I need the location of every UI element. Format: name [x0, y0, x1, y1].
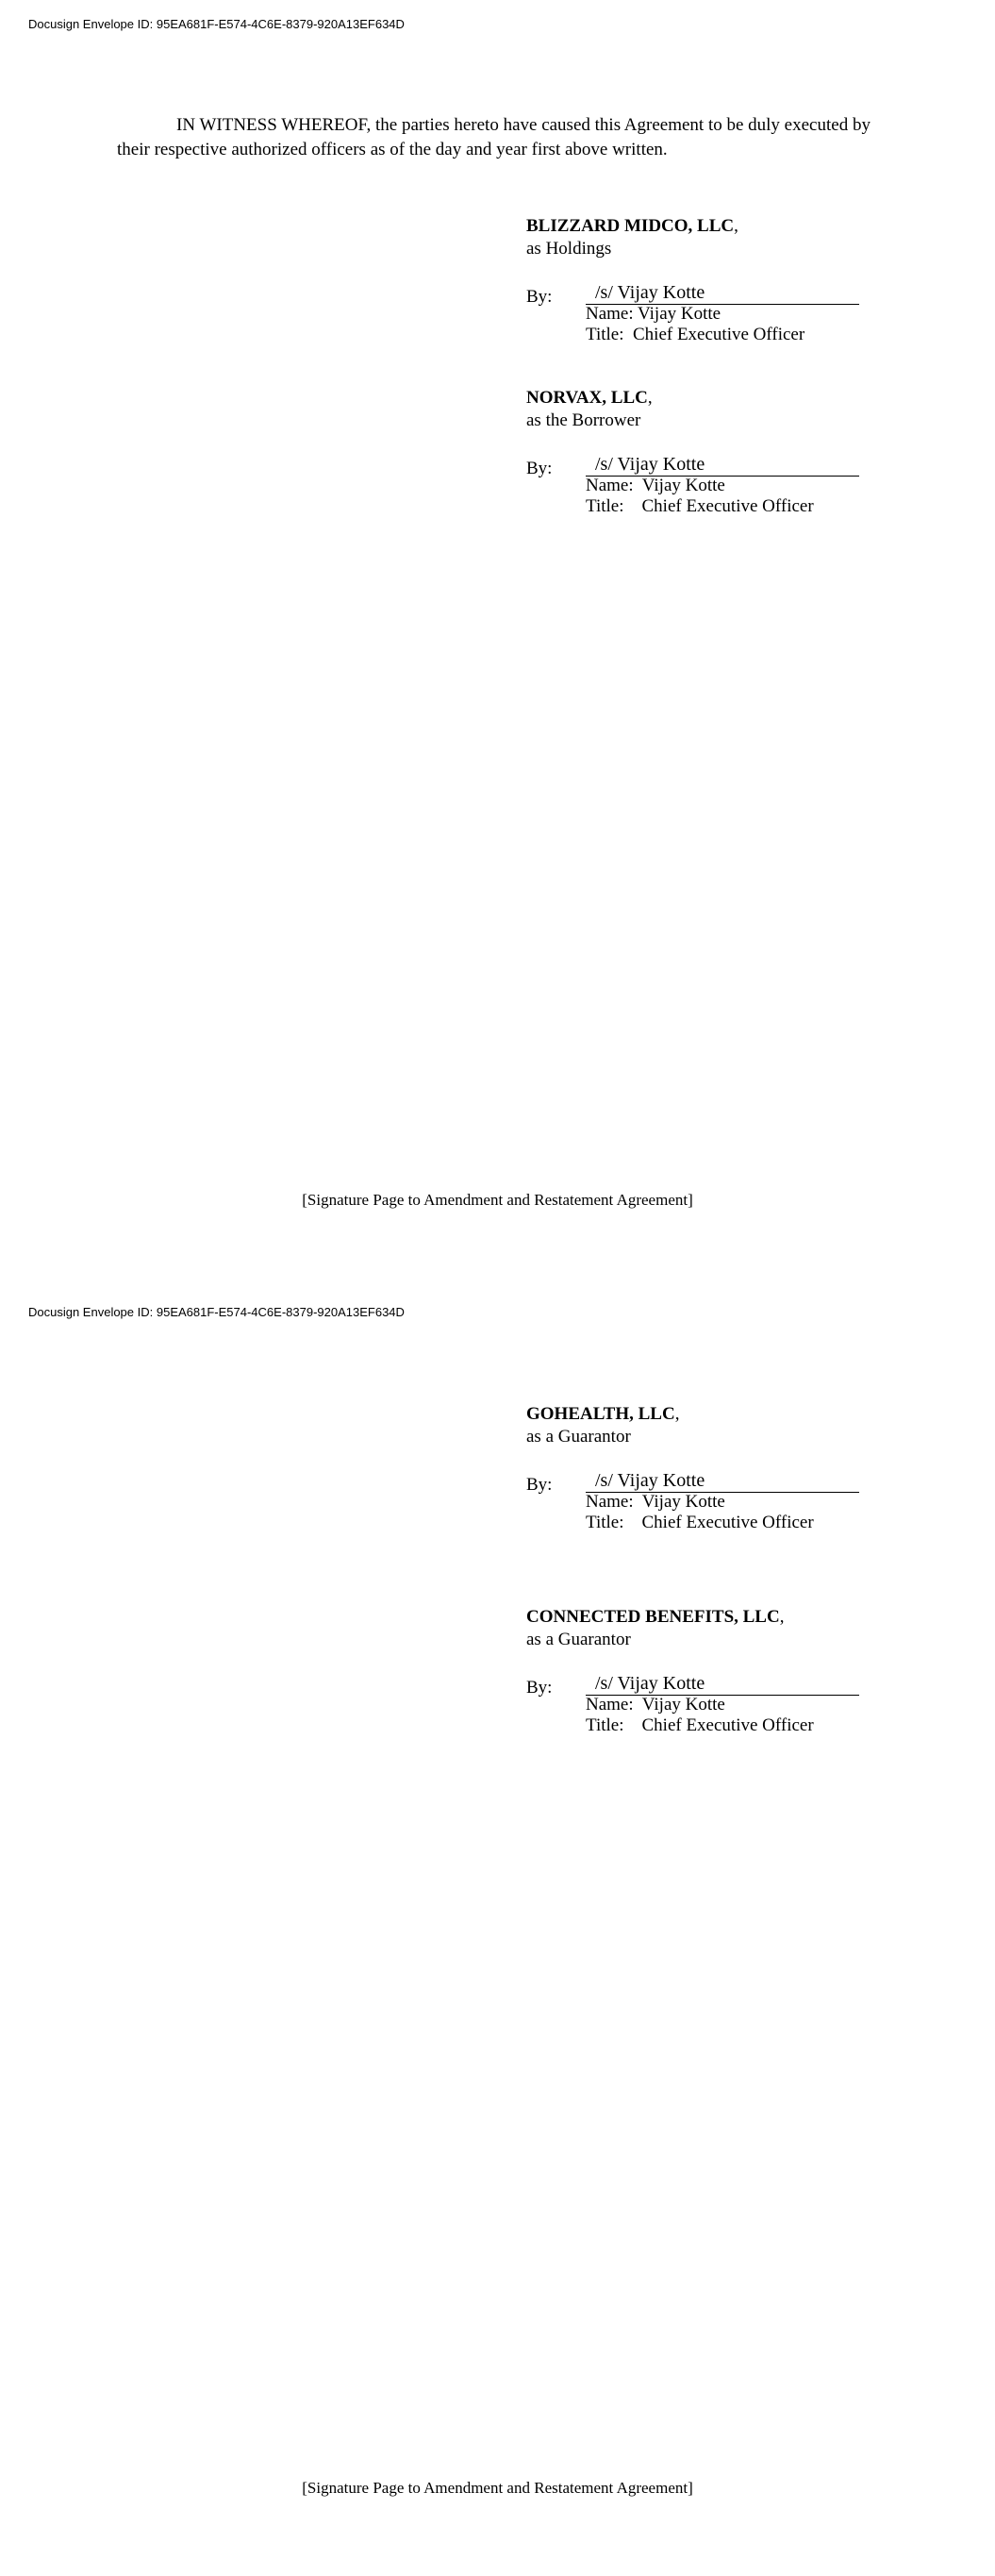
entity-suffix: , [734, 216, 738, 236]
entity-name: GOHEALTH, LLC [526, 1404, 675, 1424]
signatory-name: Name: Vijay Kotte [586, 476, 725, 495]
signature-block-blizzard [526, 215, 922, 345]
signature-text: /s/ Vijay Kotte [595, 454, 705, 475]
by-label: By: [526, 459, 553, 478]
entity-heading [526, 215, 922, 238]
entity-heading [526, 387, 922, 410]
signatory-title: Title: Chief Executive Officer [586, 325, 805, 344]
signature-text: /s/ Vijay Kotte [595, 1673, 705, 1694]
signatory-name: Name: Vijay Kotte [586, 304, 721, 324]
page-footer: [Signature Page to Amendment and Restatement Agreement] [302, 1191, 693, 1209]
signatory-name: Name: Vijay Kotte [586, 1492, 725, 1512]
envelope-id: Docusign Envelope ID: 95EA681F-E574-4C6E-8379-920A13EF634D [28, 1305, 405, 1319]
page-2 [0, 1288, 995, 2576]
signature-block-norvax [526, 387, 922, 517]
signature-line [586, 1469, 859, 1493]
signature-line [586, 453, 859, 477]
entity-heading [526, 1606, 922, 1629]
signature-text: /s/ Vijay Kotte [595, 1470, 705, 1491]
entity-suffix: , [647, 388, 653, 408]
signature-block-gohealth [526, 1403, 922, 1533]
signatory-title: Title: Chief Executive Officer [586, 1513, 814, 1532]
entity-role: as a Guarantor [526, 1427, 631, 1447]
entity-suffix: , [674, 1404, 680, 1424]
envelope-id: Docusign Envelope ID: 95EA681F-E574-4C6E-8379-920A13EF634D [28, 17, 405, 31]
entity-name: NORVAX, LLC [526, 388, 648, 408]
signature-row [526, 453, 922, 476]
witness-paragraph: IN WITNESS WHEREOF, the parties hereto have caused this Agreement to be duly executed by their respective authorized officers as of the day and year first above written. [117, 115, 871, 159]
entity-suffix: , [779, 1607, 785, 1627]
signatory-title: Title: Chief Executive Officer [586, 1715, 814, 1735]
signature-row [526, 1672, 922, 1698]
signature-row [526, 281, 922, 307]
signature-block-connected-benefits [526, 1606, 922, 1736]
entity-role: as the Borrower [526, 410, 641, 430]
entity-name: BLIZZARD MIDCO, LLC [526, 216, 735, 236]
signature-line [586, 1672, 859, 1696]
signatory-name: Name: Vijay Kotte [586, 1695, 725, 1715]
signatory-title: Title: Chief Executive Officer [586, 496, 814, 516]
entity-role: as Holdings [526, 239, 612, 259]
entity-heading [526, 1403, 922, 1426]
entity-name: CONNECTED BENEFITS, LLC [526, 1607, 780, 1627]
signature-text: /s/ Vijay Kotte [595, 282, 705, 303]
signature-row [526, 1469, 922, 1495]
entity-role: as a Guarantor [526, 1630, 631, 1649]
by-label: By: [526, 1678, 553, 1698]
by-label: By: [526, 287, 553, 307]
page-footer: [Signature Page to Amendment and Restatement Agreement] [302, 2479, 693, 2497]
signature-line [586, 281, 859, 305]
by-label: By: [526, 1475, 553, 1495]
